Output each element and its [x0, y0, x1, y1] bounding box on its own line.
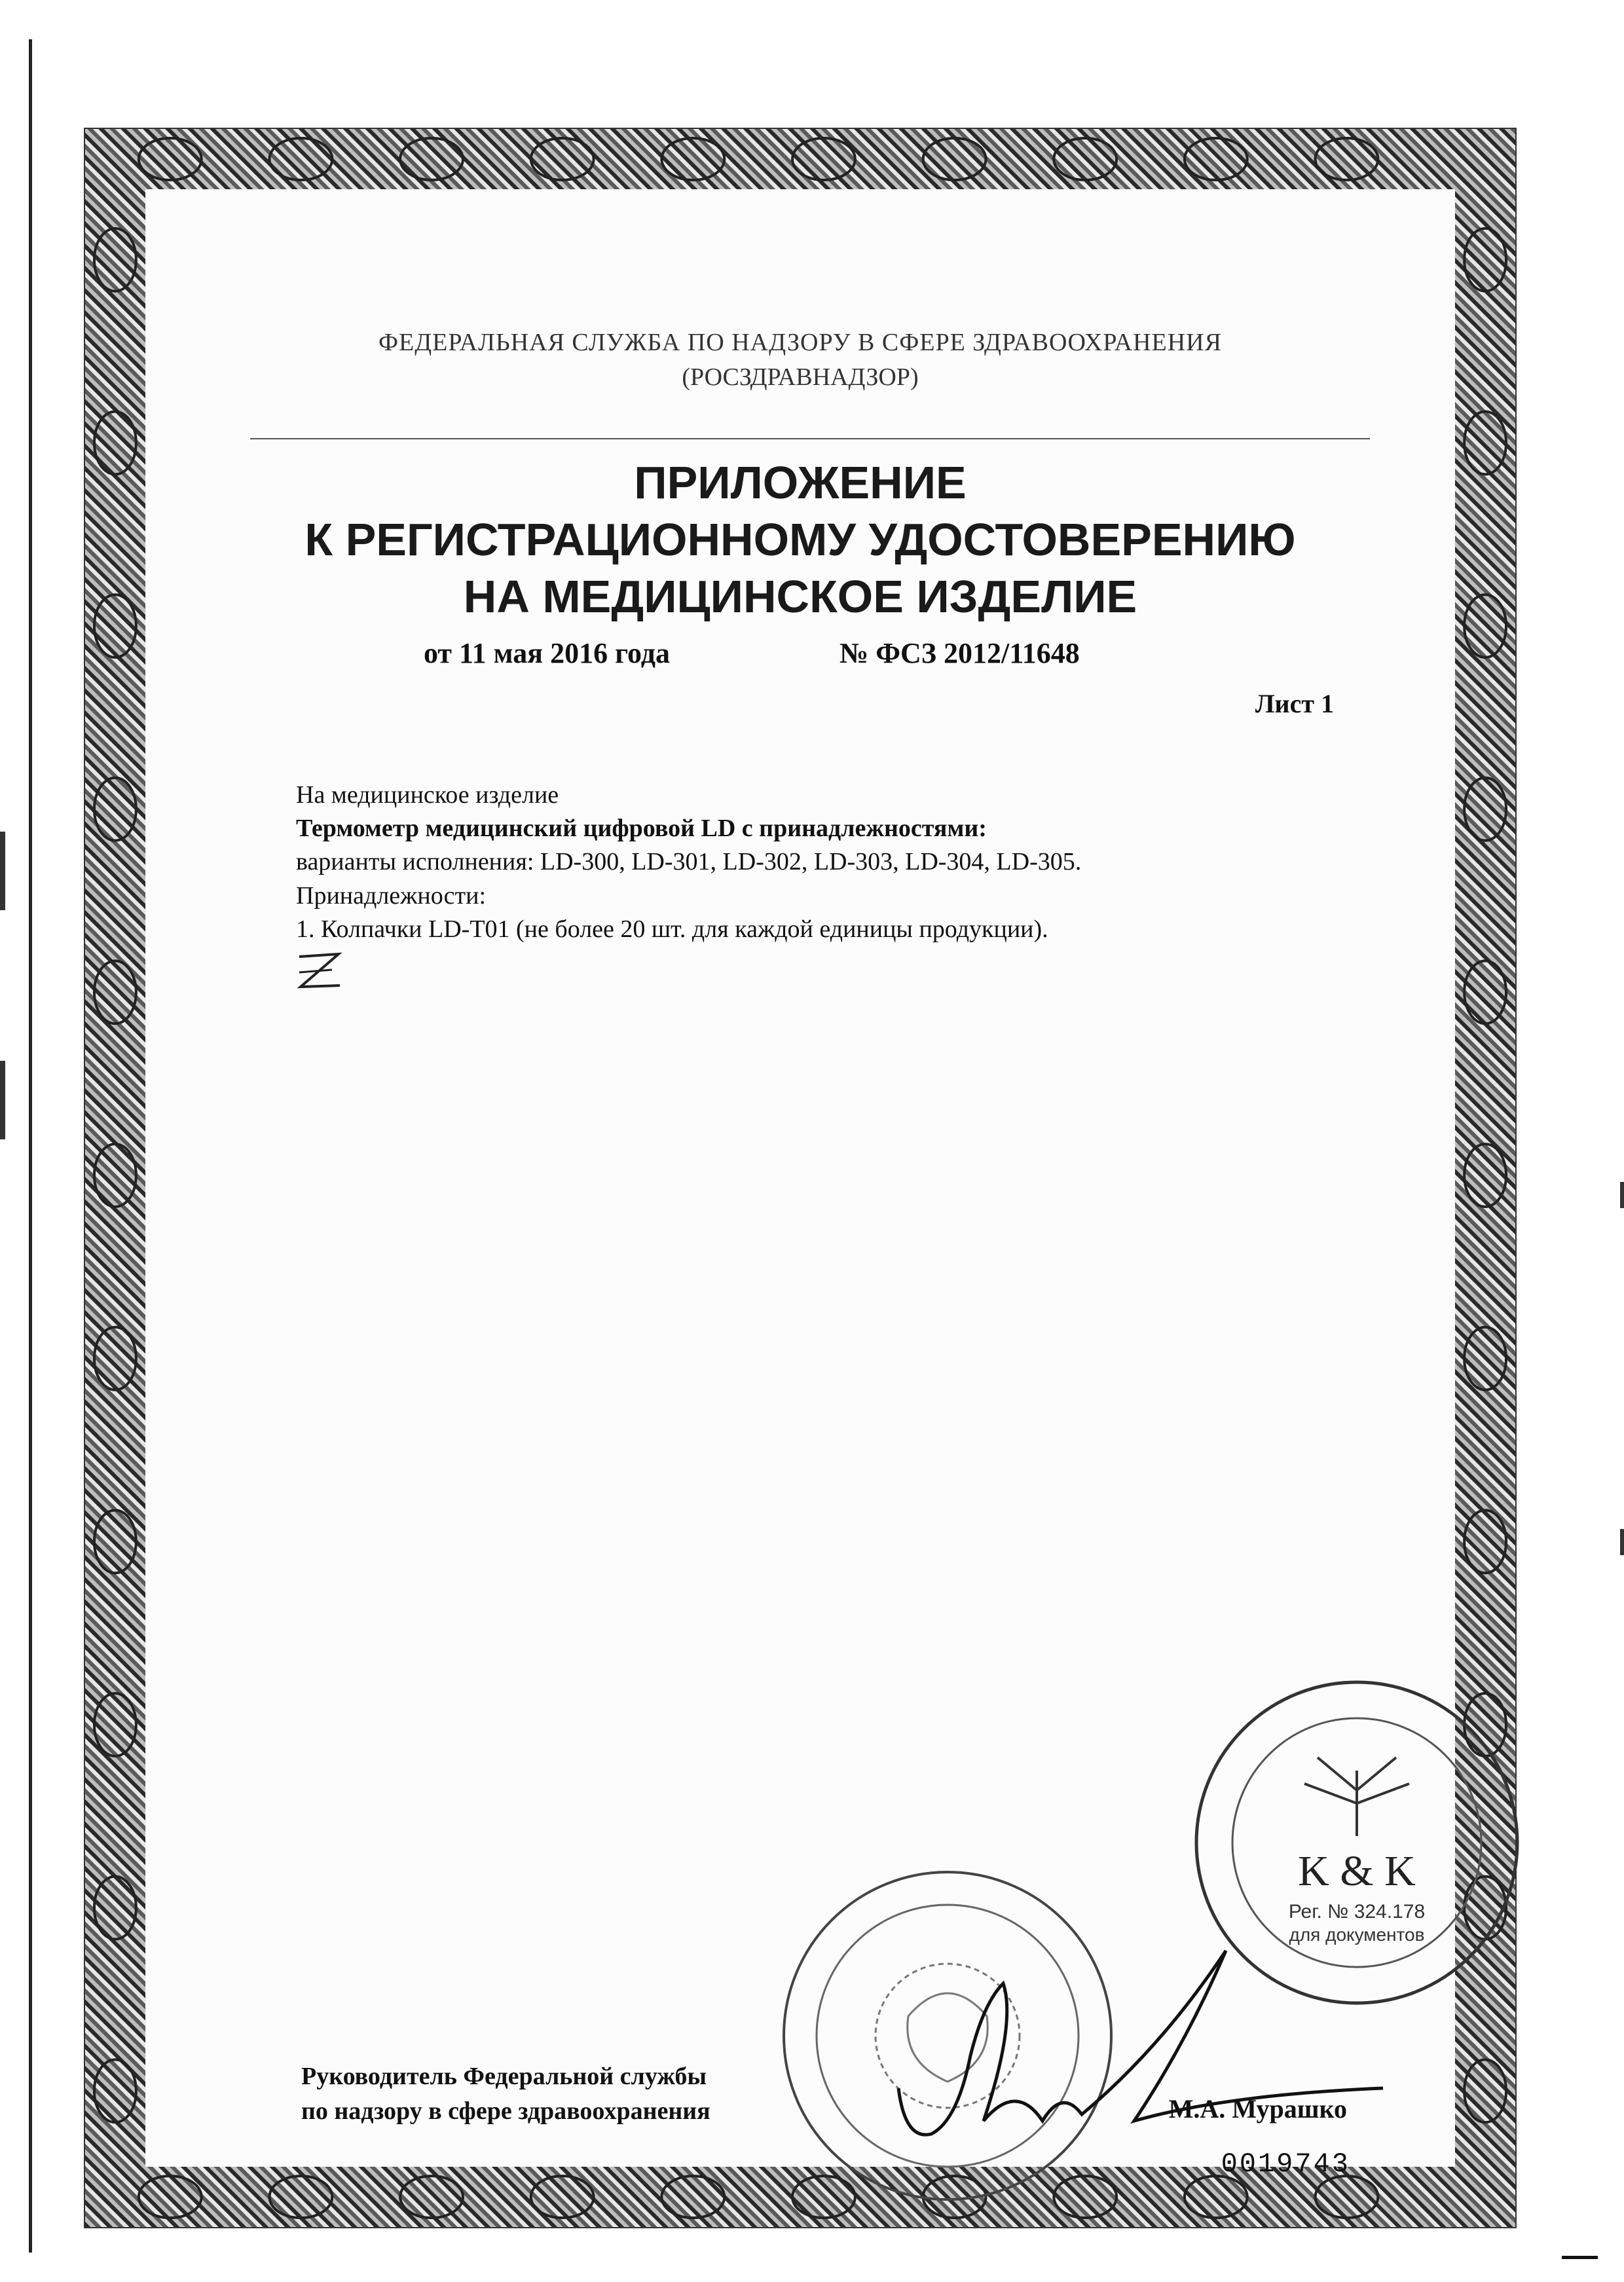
scan-edge-mark — [1562, 2256, 1598, 2259]
scan-border-line — [29, 39, 32, 2253]
accessories-label: Принадлежности: — [296, 882, 487, 910]
registration-date: от 11 мая 2016 года — [424, 637, 670, 669]
scan-edge-mark — [1620, 1182, 1624, 1208]
certificate-sheet — [84, 128, 1517, 2228]
document-subtitle-line2: НА МЕДИЦИНСКОЕ ИЗДЕЛИЕ — [463, 571, 1137, 622]
document-title: ПРИЛОЖЕНИЕ — [634, 457, 967, 508]
accessory-item: 1. Колпачки LD-T01 (не более 20 шт. для каждой единицы продукции). — [296, 915, 1048, 943]
scan-edge-mark — [1620, 1529, 1624, 1555]
signer-name: М.А. Мурашко — [1168, 2094, 1347, 2124]
product-variants: варианты исполнения: LD-300, LD-301, LD-302, LD-303, LD-304, LD-305. — [296, 848, 1082, 875]
z-closing-mark — [293, 949, 345, 995]
product-name: Термометр медицинский цифровой LD с принадлежностями: — [296, 815, 987, 842]
certificate-content — [145, 189, 1455, 2180]
kk-purpose-text: для документов — [1289, 1924, 1425, 1945]
kk-reg-text: Рег. № 324.178 — [1288, 1901, 1426, 1923]
sheet-number: Лист 1 — [1255, 689, 1334, 718]
scan-edge-mark — [0, 1061, 5, 1139]
kk-logo-text: K & K — [1298, 1847, 1416, 1895]
signer-title-line2: по надзору в сфере здравоохранения — [301, 2097, 710, 2125]
signer-title-line1: Руководитель Федеральной службы — [301, 2063, 707, 2090]
header-divider — [250, 438, 1370, 439]
handwritten-signature — [885, 1924, 1409, 2173]
agency-short-name: (РОСЗДРАВНАДЗОР) — [682, 363, 919, 391]
serial-number: 0019743 — [1221, 2148, 1350, 2180]
body-intro: На медицинское изделие — [296, 781, 559, 809]
document-subtitle-line1: К РЕГИСТРАЦИОННОМУ УДОСТОВЕРЕНИЮ — [304, 514, 1296, 565]
scan-edge-mark — [0, 832, 5, 910]
registration-number: № ФСЗ 2012/11648 — [840, 637, 1080, 669]
agency-name: ФЕДЕРАЛЬНАЯ СЛУЖБА ПО НАДЗОРУ В СФЕРЕ ЗДРАВООХРАНЕНИЯ — [378, 329, 1222, 356]
